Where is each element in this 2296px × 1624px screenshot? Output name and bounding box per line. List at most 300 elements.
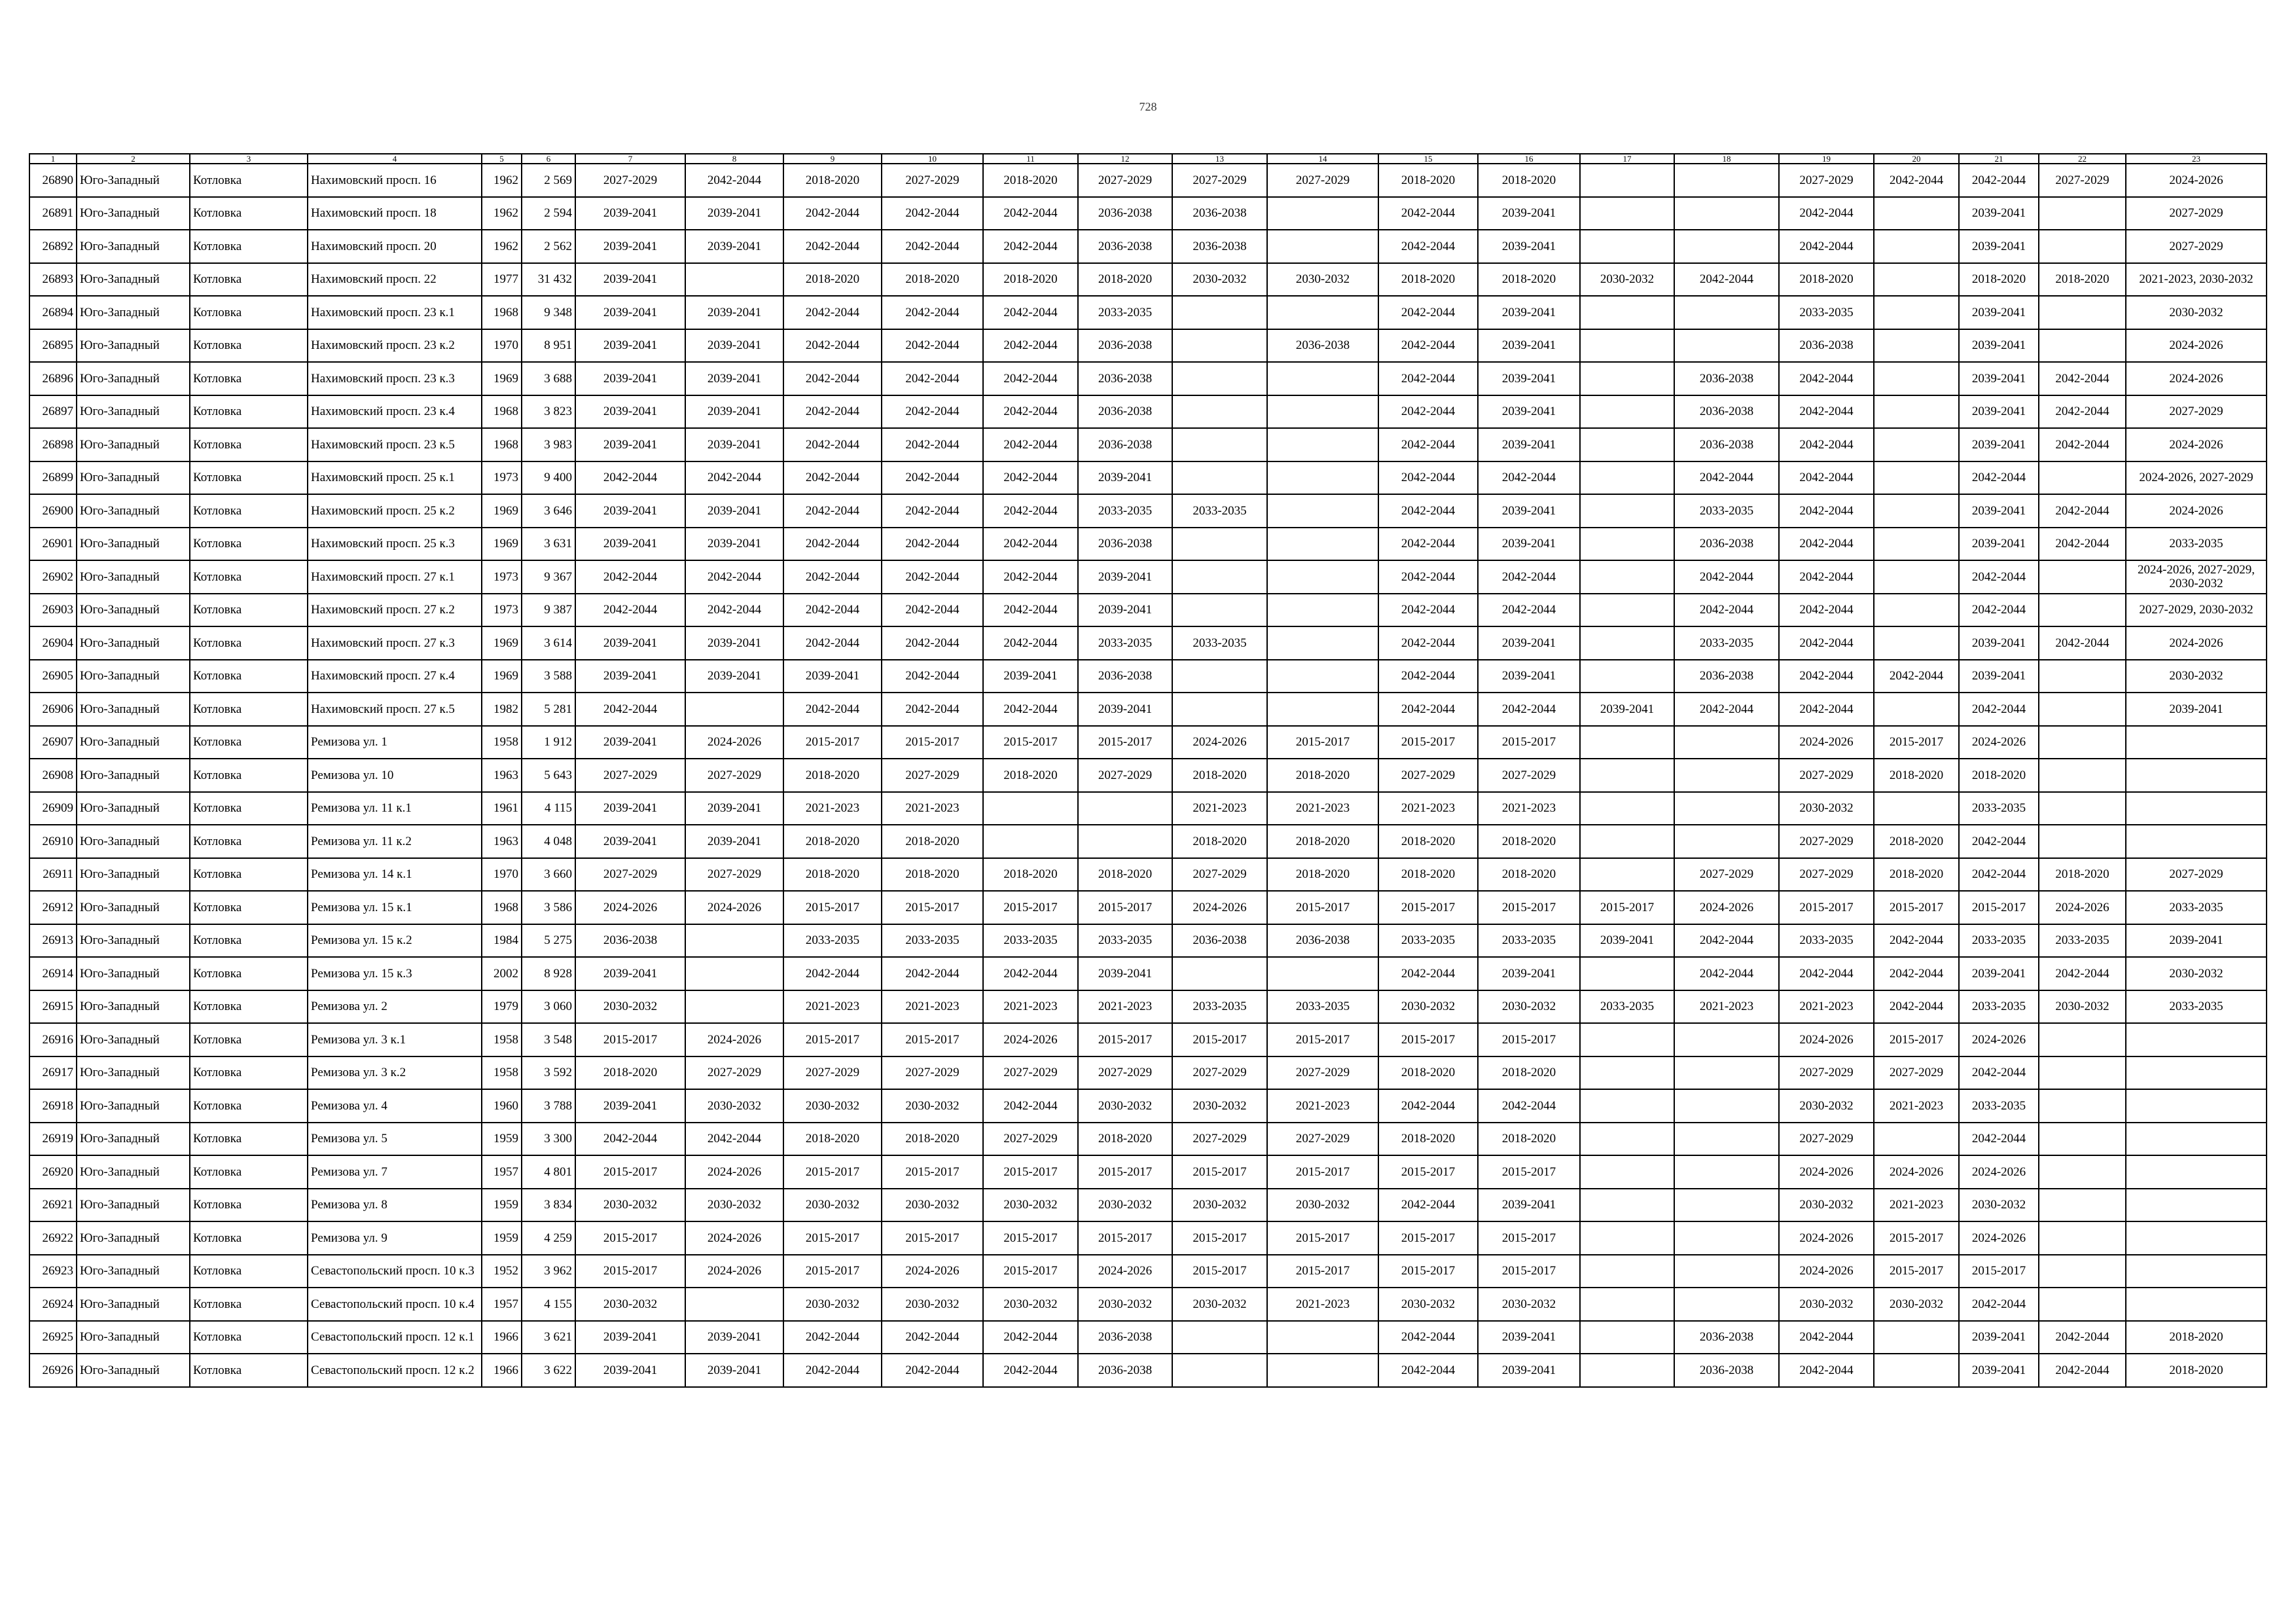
table-cell: 2042-2044 (1478, 693, 1580, 726)
table-cell (685, 263, 783, 297)
table-cell (2126, 1023, 2267, 1056)
table-cell: 2021-2023, 2030-2032 (2126, 263, 2267, 297)
table-cell: 2042-2044 (1378, 296, 1478, 329)
table-row (29, 428, 2267, 461)
table-cell: 26891 (29, 197, 77, 230)
table-cell: Ремизова ул. 7 (308, 1155, 482, 1189)
table-cell: Ремизова ул. 3 к.2 (308, 1056, 482, 1090)
table-cell: 2042-2044 (1674, 263, 1779, 297)
table-cell: 2042-2044 (783, 428, 882, 461)
table-cell: 2030-2032 (1267, 1189, 1378, 1222)
table-cell: 2015-2017 (783, 1155, 882, 1189)
table-cell: Юго-Западный (77, 263, 190, 297)
table-cell: Нахимовский просп. 25 к.1 (308, 461, 482, 495)
table-cell: 2039-2041 (575, 329, 685, 363)
table-cell: 2018-2020 (1078, 858, 1172, 892)
table-cell: 3 060 (522, 990, 575, 1024)
table-cell: 2021-2023 (882, 792, 983, 825)
table-cell: 2033-2035 (1674, 626, 1779, 660)
table-cell (2039, 594, 2126, 627)
table-cell: Котловка (190, 858, 308, 892)
table-cell (2039, 230, 2126, 263)
table-cell: 1982 (482, 693, 522, 726)
table-cell: 2042-2044 (1779, 560, 1874, 594)
table-cell: Юго-Западный (77, 858, 190, 892)
table-cell: 2015-2017 (1378, 1023, 1478, 1056)
table-cell (1674, 1056, 1779, 1090)
table-cell (1874, 626, 1959, 660)
table-cell: Юго-Западный (77, 428, 190, 461)
table-cell: 2015-2017 (1267, 1023, 1378, 1056)
column-number: 15 (1378, 154, 1478, 164)
table-cell (1580, 230, 1674, 263)
table-cell (1580, 329, 1674, 363)
table-cell: 2042-2044 (882, 626, 983, 660)
table-cell (1580, 1023, 1674, 1056)
table-cell: 2042-2044 (783, 594, 882, 627)
table-cell: 2018-2020 (1078, 1123, 1172, 1156)
table-cell: 2027-2029 (685, 858, 783, 892)
table-cell: 2030-2032 (1078, 1189, 1172, 1222)
table-cell: 2015-2017 (575, 1255, 685, 1288)
table-cell (983, 825, 1078, 858)
table-cell: 26898 (29, 428, 77, 461)
table-cell (2039, 693, 2126, 726)
table-cell (1580, 395, 1674, 429)
table-cell: Ремизова ул. 4 (308, 1089, 482, 1123)
table-cell: 2042-2044 (882, 428, 983, 461)
table-cell: 2042-2044 (1378, 594, 1478, 627)
table-cell (1674, 1221, 1779, 1255)
page-number: 728 (1139, 100, 1157, 113)
table-cell: 2015-2017 (882, 1221, 983, 1255)
table-cell: 2030-2032 (2126, 660, 2267, 693)
table-cell: Юго-Западный (77, 957, 190, 990)
table-cell: 2036-2038 (1078, 1321, 1172, 1354)
table-cell: 2018-2020 (783, 164, 882, 197)
table-cell: 2015-2017 (1874, 1221, 1959, 1255)
table-cell (1172, 660, 1267, 693)
table-cell: 2024-2026 (1874, 1155, 1959, 1189)
table-row (29, 891, 2267, 924)
table-row (29, 1189, 2267, 1222)
table-cell: 2042-2044 (783, 461, 882, 495)
table-cell (1874, 494, 1959, 528)
table-cell: 26899 (29, 461, 77, 495)
table-cell: Юго-Западный (77, 560, 190, 594)
table-cell: 1966 (482, 1321, 522, 1354)
table-cell: 2024-2026 (882, 1255, 983, 1288)
table-cell: 2015-2017 (1172, 1221, 1267, 1255)
table-row (29, 263, 2267, 297)
table-cell: 2018-2020 (983, 263, 1078, 297)
table-row (29, 494, 2267, 528)
table-cell: 2042-2044 (1378, 560, 1478, 594)
table-cell: 26916 (29, 1023, 77, 1056)
table-cell: 3 614 (522, 626, 575, 660)
table-cell: 4 115 (522, 792, 575, 825)
table-cell (1874, 197, 1959, 230)
table-cell: 2015-2017 (1874, 726, 1959, 759)
table-row (29, 528, 2267, 561)
table-cell: 2027-2029 (2126, 197, 2267, 230)
table-cell: 2039-2041 (1959, 395, 2039, 429)
table-cell: 2018-2020 (1478, 263, 1580, 297)
table-cell (2126, 825, 2267, 858)
table-cell: 2039-2041 (685, 494, 783, 528)
table-cell: 26915 (29, 990, 77, 1024)
table-cell: 2024-2026 (685, 1155, 783, 1189)
table-cell: 3 548 (522, 1023, 575, 1056)
table-cell (1874, 395, 1959, 429)
table-cell: 2039-2041 (575, 362, 685, 395)
table-cell: 2036-2038 (1267, 924, 1378, 958)
table-cell: 2039-2041 (1959, 197, 2039, 230)
table-cell (2039, 329, 2126, 363)
table-cell: 1966 (482, 1354, 522, 1387)
table-cell: 2039-2041 (575, 626, 685, 660)
table-cell: Котловка (190, 924, 308, 958)
table-cell: 2030-2032 (2039, 990, 2126, 1024)
table-cell: 2033-2035 (1959, 792, 2039, 825)
column-number: 16 (1478, 154, 1580, 164)
table-cell: Нахимовский просп. 20 (308, 230, 482, 263)
table-cell: 2030-2032 (575, 990, 685, 1024)
table-cell: 2036-2038 (1172, 197, 1267, 230)
table-cell: Котловка (190, 759, 308, 792)
table-cell: 2015-2017 (983, 891, 1078, 924)
table-cell (1674, 1023, 1779, 1056)
table-cell: 2039-2041 (575, 957, 685, 990)
table-cell: 2033-2035 (1378, 924, 1478, 958)
table-cell: 2039-2041 (685, 1354, 783, 1387)
table-cell: 2030-2032 (2126, 296, 2267, 329)
table-row (29, 560, 2267, 594)
table-cell: 2042-2044 (882, 329, 983, 363)
table-cell: 2021-2023 (882, 990, 983, 1024)
table-cell (2039, 1089, 2126, 1123)
table-row (29, 1056, 2267, 1090)
table-cell: 26892 (29, 230, 77, 263)
table-cell: 2039-2041 (1478, 528, 1580, 561)
table-cell: 1962 (482, 230, 522, 263)
table-cell: Ремизова ул. 11 к.2 (308, 825, 482, 858)
table-cell: 2042-2044 (882, 494, 983, 528)
table-body (29, 154, 2267, 1387)
table-cell: Нахимовский просп. 27 к.1 (308, 560, 482, 594)
table-cell (1674, 230, 1779, 263)
table-cell: 2015-2017 (1078, 726, 1172, 759)
table-cell: 1969 (482, 626, 522, 660)
table-cell: 9 348 (522, 296, 575, 329)
column-number: 20 (1874, 154, 1959, 164)
table-cell: 2030-2032 (1580, 263, 1674, 297)
table-cell: Юго-Западный (77, 197, 190, 230)
table-cell: 2036-2038 (1674, 362, 1779, 395)
table-cell (1267, 626, 1378, 660)
table-cell: Ремизова ул. 11 к.1 (308, 792, 482, 825)
table-cell: 2039-2041 (575, 1089, 685, 1123)
table-cell: 2039-2041 (1078, 693, 1172, 726)
table-cell: 2042-2044 (1378, 957, 1478, 990)
table-cell: 2042-2044 (2039, 528, 2126, 561)
table-cell: 2033-2035 (1078, 296, 1172, 329)
table-cell: 2039-2041 (685, 528, 783, 561)
table-cell: 2018-2020 (882, 263, 983, 297)
table-cell: Юго-Западный (77, 1354, 190, 1387)
table-cell: 2042-2044 (783, 197, 882, 230)
table-cell: 2027-2029 (1779, 164, 1874, 197)
table-cell: Котловка (190, 1056, 308, 1090)
table-cell: 2042-2044 (1478, 560, 1580, 594)
table-cell: 2033-2035 (1959, 924, 2039, 958)
table-cell (1874, 362, 1959, 395)
table-cell: Ремизова ул. 1 (308, 726, 482, 759)
table-cell: 2042-2044 (2039, 626, 2126, 660)
table-cell: 2042-2044 (983, 560, 1078, 594)
table-cell: 2039-2041 (1478, 626, 1580, 660)
table-cell (1267, 428, 1378, 461)
table-cell: 2018-2020 (783, 759, 882, 792)
table-row (29, 1155, 2267, 1189)
table-cell: 2015-2017 (882, 1023, 983, 1056)
table-row (29, 792, 2267, 825)
table-cell: 2042-2044 (1779, 594, 1874, 627)
table-cell: 2042-2044 (1378, 1089, 1478, 1123)
table-cell: 2042-2044 (783, 230, 882, 263)
table-cell: 2039-2041 (1959, 528, 2039, 561)
table-cell: 2027-2029 (2126, 858, 2267, 892)
table-cell: 2024-2026 (1172, 891, 1267, 924)
table-cell: 2018-2020 (1959, 759, 2039, 792)
table-cell: 2030-2032 (783, 1288, 882, 1321)
column-number: 1 (29, 154, 77, 164)
table-cell (1674, 726, 1779, 759)
table-cell: 3 823 (522, 395, 575, 429)
table-cell: 2042-2044 (783, 528, 882, 561)
table-cell (1267, 594, 1378, 627)
table-cell: 2042-2044 (1959, 461, 2039, 495)
table-cell (2039, 197, 2126, 230)
table-row (29, 957, 2267, 990)
table-cell: 2024-2026 (685, 726, 783, 759)
table-cell: 2027-2029 (1779, 858, 1874, 892)
table-cell: 2018-2020 (882, 1123, 983, 1156)
table-cell: 2021-2023 (1172, 792, 1267, 825)
table-cell: 2018-2020 (1378, 825, 1478, 858)
table-cell: 9 400 (522, 461, 575, 495)
table-cell: 2015-2017 (1478, 1221, 1580, 1255)
table-cell: Юго-Западный (77, 1321, 190, 1354)
table-cell (2039, 296, 2126, 329)
table-row (29, 461, 2267, 495)
table-cell: 2042-2044 (1378, 428, 1478, 461)
table-cell: 2027-2029 (2039, 164, 2126, 197)
table-cell (1580, 1123, 1674, 1156)
table-cell (2039, 1255, 2126, 1288)
table-cell: 2042-2044 (983, 528, 1078, 561)
table-cell: 2018-2020 (1172, 759, 1267, 792)
table-cell: Юго-Западный (77, 726, 190, 759)
table-cell (2039, 1221, 2126, 1255)
table-cell (1172, 461, 1267, 495)
table-cell: 2039-2041 (1959, 428, 2039, 461)
table-cell: 2024-2026 (2126, 362, 2267, 395)
table-cell (2039, 759, 2126, 792)
table-cell (1580, 759, 1674, 792)
table-cell: 2042-2044 (1674, 560, 1779, 594)
table-cell (1674, 1155, 1779, 1189)
table-cell: Котловка (190, 957, 308, 990)
table-cell (2126, 792, 2267, 825)
table-cell: Нахимовский просп. 23 к.5 (308, 428, 482, 461)
table-cell: 3 300 (522, 1123, 575, 1156)
table-cell: 2042-2044 (882, 594, 983, 627)
table-cell: 2039-2041 (1478, 957, 1580, 990)
table-cell: 2039-2041 (1078, 461, 1172, 495)
table-cell: 2024-2026 (983, 1023, 1078, 1056)
table-cell: 1952 (482, 1255, 522, 1288)
column-number: 13 (1172, 154, 1267, 164)
table-cell: 2039-2041 (575, 1354, 685, 1387)
table-cell (1580, 726, 1674, 759)
table-cell: 1961 (482, 792, 522, 825)
table-cell: 26925 (29, 1321, 77, 1354)
table-cell: 1973 (482, 560, 522, 594)
table-cell: 2042-2044 (575, 1123, 685, 1156)
table-cell: 1973 (482, 594, 522, 627)
table-cell: 2030-2032 (685, 1089, 783, 1123)
table-cell: 2027-2029 (2126, 395, 2267, 429)
table-cell: 2015-2017 (1874, 891, 1959, 924)
table-cell: 26896 (29, 362, 77, 395)
table-cell: 2042-2044 (1959, 825, 2039, 858)
table-cell: 2039-2041 (783, 660, 882, 693)
table-cell: 26908 (29, 759, 77, 792)
table-cell (1874, 560, 1959, 594)
table-cell (2039, 560, 2126, 594)
table-cell (1267, 1354, 1378, 1387)
table-cell (1580, 1089, 1674, 1123)
table-cell: 2024-2026 (2126, 428, 2267, 461)
table-cell: 2042-2044 (983, 230, 1078, 263)
table-cell: 2024-2026 (685, 1221, 783, 1255)
table-cell: 2024-2026 (1078, 1255, 1172, 1288)
table-cell: 1 912 (522, 726, 575, 759)
table-cell: 2015-2017 (1172, 1023, 1267, 1056)
table-cell: 2015-2017 (882, 1155, 983, 1189)
table-cell: Юго-Западный (77, 759, 190, 792)
table-cell: 2033-2035 (1172, 990, 1267, 1024)
table-cell (1874, 594, 1959, 627)
table-row (29, 395, 2267, 429)
table-cell: 2042-2044 (1779, 1321, 1874, 1354)
table-cell: 2039-2041 (1478, 296, 1580, 329)
table-cell: Юго-Западный (77, 990, 190, 1024)
table-cell (1674, 1089, 1779, 1123)
table-row (29, 990, 2267, 1024)
table-cell: Юго-Западный (77, 1123, 190, 1156)
table-cell: 2042-2044 (783, 957, 882, 990)
table-cell: 2027-2029 (685, 1056, 783, 1090)
table-cell: 2021-2023 (783, 792, 882, 825)
table-cell: 2024-2026 (1959, 1155, 2039, 1189)
table-cell: Севастопольский просп. 10 к.3 (308, 1255, 482, 1288)
table-cell: 2039-2041 (575, 296, 685, 329)
table-cell: 2015-2017 (983, 726, 1078, 759)
table-cell: 2027-2029 (1078, 164, 1172, 197)
table-cell: 2033-2035 (1267, 990, 1378, 1024)
table-cell: 2021-2023 (983, 990, 1078, 1024)
table-cell: 5 643 (522, 759, 575, 792)
table-cell: 26906 (29, 693, 77, 726)
table-row (29, 1321, 2267, 1354)
table-cell: 2027-2029 (783, 1056, 882, 1090)
table-cell (1267, 296, 1378, 329)
table-cell: 2027-2029 (575, 164, 685, 197)
table-cell: 2039-2041 (685, 428, 783, 461)
table-cell: 2027-2029 (1267, 1056, 1378, 1090)
table-cell: 2015-2017 (1378, 726, 1478, 759)
table-cell: Котловка (190, 329, 308, 363)
table-cell: 2018-2020 (2126, 1321, 2267, 1354)
table-cell: 8 951 (522, 329, 575, 363)
table-cell: 2042-2044 (882, 1321, 983, 1354)
table-cell: 2027-2029 (882, 759, 983, 792)
table-cell: 2039-2041 (685, 395, 783, 429)
table-cell: 2042-2044 (1779, 626, 1874, 660)
table-cell: 2015-2017 (1078, 1155, 1172, 1189)
table-cell: 2021-2023 (1779, 990, 1874, 1024)
table-cell (685, 693, 783, 726)
table-cell: 2042-2044 (882, 528, 983, 561)
table-cell: 2033-2035 (1078, 924, 1172, 958)
table-cell: Котловка (190, 990, 308, 1024)
table-cell: Юго-Западный (77, 461, 190, 495)
table-cell: 2039-2041 (685, 792, 783, 825)
table-cell: 2042-2044 (1779, 428, 1874, 461)
table-cell: 2015-2017 (575, 1023, 685, 1056)
table-cell: 2042-2044 (1779, 660, 1874, 693)
table-cell: 2042-2044 (983, 395, 1078, 429)
table-cell: 1959 (482, 1189, 522, 1222)
table-cell: 2042-2044 (1874, 957, 1959, 990)
table-cell: 26913 (29, 924, 77, 958)
table-cell: 2042-2044 (783, 362, 882, 395)
table-cell: 2033-2035 (2039, 924, 2126, 958)
table-cell: 2039-2041 (1959, 362, 2039, 395)
table-cell: 2015-2017 (1478, 1155, 1580, 1189)
table-cell: 2024-2026 (1779, 1155, 1874, 1189)
table-cell: Севастопольский просп. 12 к.1 (308, 1321, 482, 1354)
table-row (29, 296, 2267, 329)
table-cell: 2033-2035 (1959, 1089, 2039, 1123)
table-cell: 2039-2041 (1478, 395, 1580, 429)
table-cell: 4 801 (522, 1155, 575, 1189)
table-cell: Нахимовский просп. 23 к.4 (308, 395, 482, 429)
table-row (29, 1089, 2267, 1123)
table-cell: 2042-2044 (983, 1321, 1078, 1354)
table-cell: 2039-2041 (575, 230, 685, 263)
table-cell: 2024-2026 (685, 1023, 783, 1056)
table-cell: 2042-2044 (1378, 362, 1478, 395)
table-row (29, 924, 2267, 958)
table-cell: 2015-2017 (1580, 891, 1674, 924)
table-cell: 2030-2032 (983, 1288, 1078, 1321)
table-cell: 2033-2035 (1172, 494, 1267, 528)
table-cell: 2024-2026 (2126, 626, 2267, 660)
table-cell (2126, 1056, 2267, 1090)
